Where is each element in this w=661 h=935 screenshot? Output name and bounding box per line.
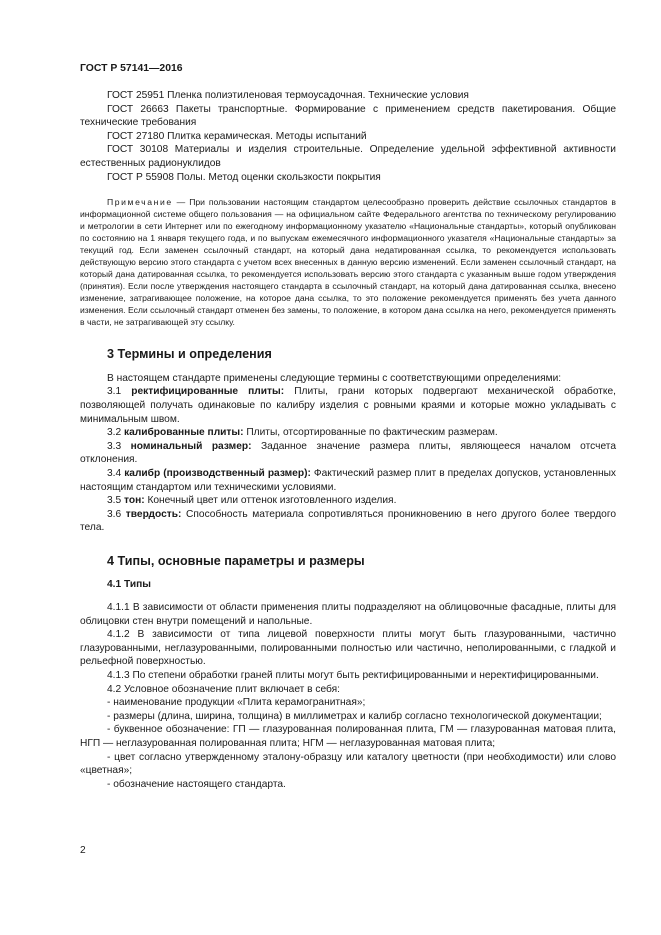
subsection-4-1-heading: 4.1 Типы [107, 579, 151, 591]
term-number: 3.5 [107, 495, 124, 507]
term-text: Плиты, отсортированные по фактическим размерам. [243, 427, 498, 439]
term-text: Конечный цвет или оттенок изготовленного изделия. [144, 495, 397, 507]
list-item: - буквенное обозначение: ГП — глазурованная полированная плита, ГМ — глазурованная матовая плита, НГП — неглазурованная полированная плита; НГМ — неглазурованная матовая плита; [80, 724, 616, 749]
section-3-intro: В настоящем стандарте применены следующие термины с соответствующими определениями: [107, 372, 562, 384]
note-paragraph [80, 196, 616, 328]
section-4-heading: 4 Типы, основные параметры и размеры [107, 553, 365, 568]
standard-code-header: ГОСТ Р 57141—2016 [80, 63, 183, 74]
term-definition [80, 467, 616, 494]
reference-item: ГОСТ Р 55908 Полы. Метод оценки скользкости покрытия [107, 171, 381, 183]
note-text: — При пользовании настоящим стандартом целесообразно проверить действие ссылочных стандартов в информационной системе общего пользования — на официальном сайте Федерального агентства по техническому регулированию и метрологии в сети Интернет или по ежегодному информационному указателю «Национальные стандарты», который опубликован по состоянию на 1 января текущего года, и по выпускам ежемесячного информационного указателя «Национальные стандарты» за текущий год. Если заменен ссылочный стандарт, на который дана недатированная ссылка, то рекомендуется использовать действующую версию этого стандарта с учетом всех внесенных в данную версию изменений. Если заменен ссылочный стандарт, на который дана датированная ссылка, то рекомендуется использовать версию этого стандарта с указанным выше годом утверждения (принятия). Если после утверждения настоящего стандарта в ссылочный стандарт, на который дана датированная ссылка, внесено изменение, затрагивающее положение, на которое дана ссылка, то это положение рекомендуется применять без учета данного изменения. Если ссылочный стандарт отменен без замены, то положение, в котором дана ссылка на него, рекомендуется применять в части, не затрагивающей эту ссылку. [80, 197, 616, 328]
term-name: номинальный размер: [130, 440, 252, 452]
term-definition [80, 385, 616, 426]
term-number: 3.2 [107, 427, 124, 439]
paragraph-4-1-1: 4.1.1 В зависимости от области применения плиты подразделяют на облицовочные фасадные, плиты для облицовки стен внутри помещений и напольные. [80, 602, 616, 627]
paragraph-4-1-2: 4.1.2 В зависимости от типа лицевой поверхности плиты могут быть глазурованными, частично глазурованными, неглазурованными, полированными полностью или частично, неполированными, с гладкой и рельефной поверхностью. [80, 629, 616, 668]
term-text: Заданное значение размера плиты, являющееся началом отсчета отклонения. [80, 440, 616, 466]
list-item: - наименование продукции «Плита керамогранитная»; [107, 697, 366, 709]
page-number: 2 [80, 845, 86, 856]
term-name: калибр (производственный размер): [124, 467, 311, 479]
term-text: Плиты, грани которых подвергают механической обработке, позволяющей получать одинаковые по калибру изделия с ровными краями и которые можно укладывать с минимальным швом. [80, 386, 616, 425]
term-definition [80, 440, 616, 467]
list-item: - цвет согласно утвержденному эталону-образцу или каталогу цветности (при необходимости) или слово «цветная»; [80, 751, 616, 777]
reference-item: ГОСТ 25951 Пленка полиэтиленовая термоусадочная. Технические условия [107, 90, 469, 101]
reference-item: ГОСТ 26663 Пакеты транспортные. Формирование с применением средств пакетирования. Общие технические требования [80, 103, 616, 129]
term-number: 3.3 [107, 440, 131, 452]
note-label: Примечание [107, 197, 173, 208]
term-text: Фактический размер плит в пределах допусков, установленных настоящим стандартом или техническими условиями. [80, 467, 616, 493]
term-definition [80, 494, 616, 508]
paragraph-4-1-3: 4.1.3 По степени обработки граней плиты могут быть ректифицированными и неректифицированными. [107, 670, 599, 682]
term-name: тон: [124, 495, 145, 507]
document-body [80, 89, 616, 791]
reference-item: ГОСТ 30108 Материалы и изделия строительные. Определение удельной эффективной активности естественных радионуклидов [80, 144, 616, 169]
list-item: - обозначение настоящего стандарта. [107, 778, 286, 790]
term-name: ректифицированные плиты: [131, 386, 285, 398]
term-definition [80, 508, 616, 535]
term-number: 3.4 [107, 467, 125, 479]
term-name: твердость: [125, 508, 182, 520]
paragraph-4-2: 4.2 Условное обозначение плит включает в себя: [107, 683, 341, 695]
term-number: 3.6 [107, 508, 126, 520]
reference-item: ГОСТ 27180 Плитка керамическая. Методы испытаний [107, 130, 367, 142]
term-text: Способность материала сопротивляться проникновению в него другого более твердого тела. [80, 508, 617, 534]
term-definition [80, 426, 616, 440]
term-number: 3.1 [107, 386, 132, 398]
section-3-heading: 3 Термины и определения [107, 347, 272, 362]
term-name: калиброванные плиты: [124, 427, 244, 439]
list-item: - размеры (длина, ширина, толщина) в миллиметрах и калибр согласно технологической документации; [107, 710, 602, 722]
